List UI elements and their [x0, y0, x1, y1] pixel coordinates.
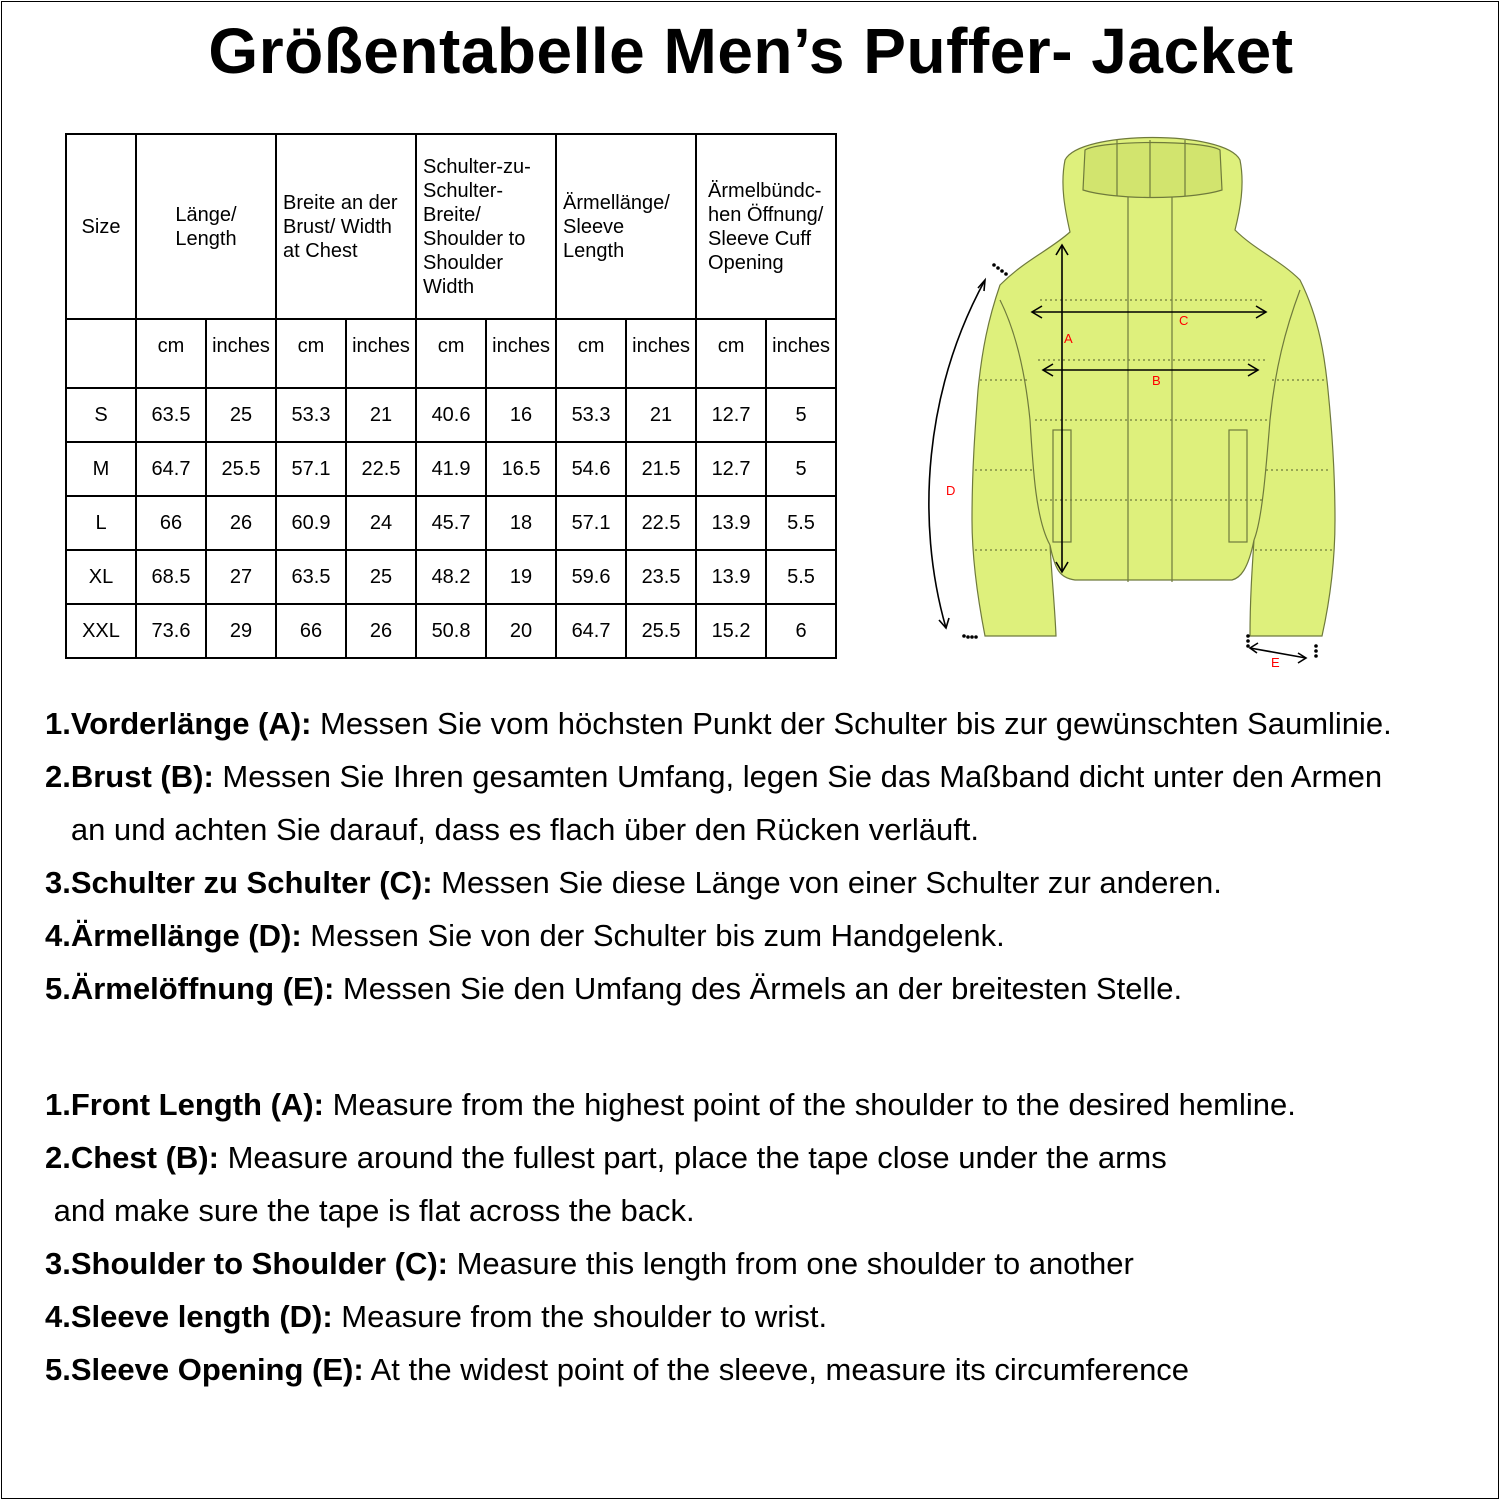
german-instruction-1: 1.Vorderlänge (A): Messen Sie vom höchsten Punkt der Schulter bis zur gewünschten Saumlinie. — [45, 706, 1392, 741]
table-cell: 50.8 — [416, 604, 486, 658]
table-cell: 59.6 — [556, 550, 626, 604]
label-b: B — [1152, 373, 1161, 388]
table-cell: 15.2 — [696, 604, 766, 658]
table-cell: 5.5 — [766, 550, 836, 604]
header-size: Size — [66, 134, 136, 319]
table-cell: 53.3 — [556, 388, 626, 442]
unit-cell: inches — [206, 319, 276, 388]
unit-cell: cm — [556, 319, 626, 388]
table-cell: 20 — [486, 604, 556, 658]
table-row — [66, 604, 836, 658]
unit-cell: inches — [766, 319, 836, 388]
table-cell: XXL — [66, 604, 136, 658]
table-cell: 19 — [486, 550, 556, 604]
jacket-diagram — [900, 120, 1360, 680]
german-instruction-2-cont: an und achten Sie darauf, dass es flach über den Rücken verläuft. — [45, 812, 980, 847]
table-cell: 22.5 — [346, 442, 416, 496]
table-cell: 41.9 — [416, 442, 486, 496]
table-header-row — [66, 134, 836, 319]
table-cell: 25 — [206, 388, 276, 442]
header-length: Länge/ Length — [136, 134, 276, 319]
unit-cell: cm — [136, 319, 206, 388]
table-cell: 63.5 — [136, 388, 206, 442]
table-cell: 63.5 — [276, 550, 346, 604]
table-cell: 27 — [206, 550, 276, 604]
table-cell: 25.5 — [206, 442, 276, 496]
size-chart-table — [65, 133, 837, 659]
table-cell: 45.7 — [416, 496, 486, 550]
table-cell: 68.5 — [136, 550, 206, 604]
table-cell: 5 — [766, 442, 836, 496]
table-cell: S — [66, 388, 136, 442]
table-cell: 5 — [766, 388, 836, 442]
table-cell: 64.7 — [136, 442, 206, 496]
label-c: C — [1179, 313, 1189, 328]
german-instruction-4: 4.Ärmellänge (D): Messen Sie von der Schulter bis zum Handgelenk. — [45, 918, 1005, 953]
units-blank-cell — [66, 319, 136, 388]
table-cell: 21 — [626, 388, 696, 442]
table-cell: 60.9 — [276, 496, 346, 550]
table-cell: 22.5 — [626, 496, 696, 550]
unit-cell: inches — [626, 319, 696, 388]
english-instruction-2: 2.Chest (B): Measure around the fullest part, place the tape close under the arms — [45, 1140, 1167, 1175]
unit-cell: inches — [486, 319, 556, 388]
table-cell: 66 — [276, 604, 346, 658]
english-instruction-4: 4.Sleeve length (D): Measure from the shoulder to wrist. — [45, 1299, 828, 1334]
table-row — [66, 442, 836, 496]
table-units-row — [66, 319, 836, 388]
page-title: Größentabelle Men’s Puffer- Jacket — [208, 15, 1294, 87]
table-cell: 6 — [766, 604, 836, 658]
table-cell: 57.1 — [276, 442, 346, 496]
table-cell: 18 — [486, 496, 556, 550]
table-cell: 21.5 — [626, 442, 696, 496]
header-cuff-opening: Ärmelbündc- hen Öffnung/ Sleeve Cuff Opening — [696, 134, 836, 319]
table-cell: 66 — [136, 496, 206, 550]
header-sleeve-length: Ärmellänge/ Sleeve Length — [556, 134, 696, 319]
unit-cell: cm — [696, 319, 766, 388]
table-row — [66, 496, 836, 550]
header-chest: Breite an der Brust/ Width at Chest — [276, 134, 416, 319]
table-cell: 16.5 — [486, 442, 556, 496]
table-cell: 12.7 — [696, 388, 766, 442]
table-cell: 12.7 — [696, 442, 766, 496]
table-cell: 26 — [346, 604, 416, 658]
table-cell: 13.9 — [696, 550, 766, 604]
label-d: D — [946, 483, 956, 498]
table-cell: 26 — [206, 496, 276, 550]
english-instruction-2-cont: and make sure the tape is flat across the back. — [45, 1193, 695, 1228]
table-cell: 21 — [346, 388, 416, 442]
english-instruction-3: 3.Shoulder to Shoulder (C): Measure this length from one shoulder to another — [45, 1246, 1134, 1281]
table-cell: 25 — [346, 550, 416, 604]
german-instruction-2: 2.Brust (B): Messen Sie Ihren gesamten Umfang, legen Sie das Maßband dicht unter den Armen — [45, 759, 1383, 794]
table-cell: 5.5 — [766, 496, 836, 550]
table-cell: 13.9 — [696, 496, 766, 550]
german-instruction-5: 5.Ärmelöffnung (E): Messen Sie den Umfang des Ärmels an der breitesten Stelle. — [45, 971, 1183, 1006]
english-instruction-1: 1.Front Length (A): Measure from the highest point of the shoulder to the desired hemline. — [45, 1087, 1296, 1122]
german-instruction-3: 3.Schulter zu Schulter (C): Messen Sie diese Länge von einer Schulter zur anderen. — [45, 865, 1222, 900]
table-cell: L — [66, 496, 136, 550]
label-a: A — [1064, 331, 1073, 346]
table-cell: 16 — [486, 388, 556, 442]
unit-cell: cm — [276, 319, 346, 388]
table-cell: 24 — [346, 496, 416, 550]
table-cell: M — [66, 442, 136, 496]
english-instruction-5: 5.Sleeve Opening (E): At the widest point of the sleeve, measure its circumference — [45, 1352, 1190, 1387]
table-cell: 54.6 — [556, 442, 626, 496]
table-row — [66, 388, 836, 442]
table-cell: XL — [66, 550, 136, 604]
unit-cell: inches — [346, 319, 416, 388]
label-e: E — [1271, 655, 1280, 670]
table-cell: 57.1 — [556, 496, 626, 550]
table-cell: 73.6 — [136, 604, 206, 658]
table-row — [66, 550, 836, 604]
table-cell: 53.3 — [276, 388, 346, 442]
table-cell: 25.5 — [626, 604, 696, 658]
table-cell: 64.7 — [556, 604, 626, 658]
table-cell: 29 — [206, 604, 276, 658]
unit-cell: cm — [416, 319, 486, 388]
header-shoulder: Schulter-zu- Schulter- Breite/ Shoulder to Shoulder Width — [416, 134, 556, 319]
table-cell: 40.6 — [416, 388, 486, 442]
table-cell: 23.5 — [626, 550, 696, 604]
table-cell: 48.2 — [416, 550, 486, 604]
